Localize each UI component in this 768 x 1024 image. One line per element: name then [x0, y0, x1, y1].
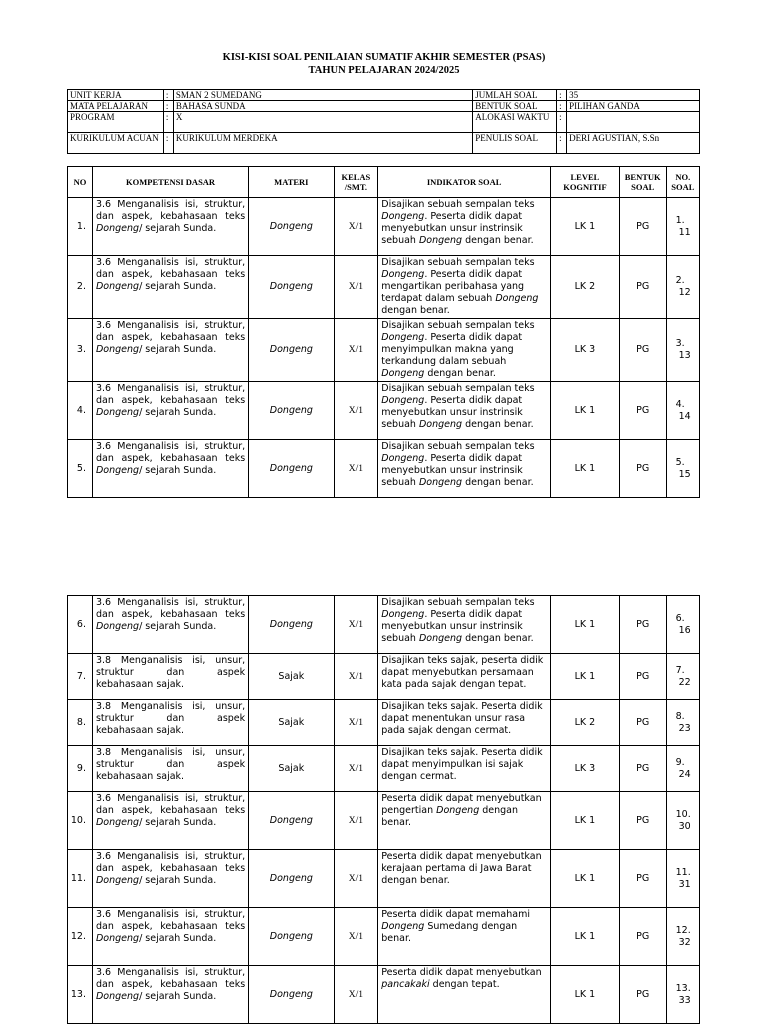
kompetensi-dasar-cell: [92, 256, 248, 319]
info-colon: :: [163, 101, 173, 112]
no-soal-index: 9.: [675, 756, 685, 768]
bentuk-soal-cell: PG: [619, 966, 666, 1024]
info-value-mata-pelajaran: BAHASA SUNDA: [173, 101, 472, 112]
no-soal-cell: [666, 319, 699, 382]
kd-text: / sejarah Sunda.: [139, 223, 217, 234]
kd-text: / sejarah Sunda.: [139, 407, 217, 418]
kd-text: 3.6 Menganalisis isi, struktur, dan aspek, kebahasaan teks: [95, 441, 246, 464]
materi-cell: Dongeng: [249, 198, 334, 256]
bentuk-soal-cell: PG: [619, 850, 666, 908]
indikator-text: . Peserta didik dapat menyimpulkan makna yang terkandung dalam sebuah: [381, 332, 523, 367]
indikator-text: Sumedang dengan benar.: [381, 921, 518, 944]
info-label-unit-kerja: UNIT KERJA: [68, 90, 164, 101]
no-soal-index: 5.: [675, 456, 685, 468]
info-label-alokasi-waktu: ALOKASI WAKTU: [473, 112, 557, 133]
indikator-text: dengan benar.: [462, 477, 534, 488]
table-row: [68, 746, 700, 792]
no-soal-index: 3.: [675, 338, 685, 349]
kompetensi-dasar-cell: [92, 700, 248, 746]
indikator-text: Peserta didik dapat menyebutkan pengertian: [381, 793, 542, 816]
table-row: [68, 382, 700, 440]
indikator-text: . Peserta didik dapat menyebutkan unsur instrinsik sebuah: [381, 453, 523, 488]
row-number: 1.: [68, 198, 93, 256]
level-kognitif-cell: LK 1: [551, 382, 620, 440]
indikator-text: Disajikan sebuah sempalan teks: [381, 383, 535, 394]
indikator-text: Peserta didik dapat menyebutkan: [381, 967, 542, 978]
indikator-text: Disajikan sebuah sempalan teks: [381, 320, 535, 331]
row-number: 12.: [68, 908, 93, 966]
no-soal-index: 13.: [675, 982, 691, 994]
info-label-mata-pelajaran: MATA PELAJARAN: [68, 101, 164, 112]
bentuk-soal-cell: PG: [619, 908, 666, 966]
indikator-text: dengan benar.: [462, 633, 534, 644]
indikator-text: Peserta didik dapat memahami: [381, 909, 530, 920]
bentuk-soal-cell: PG: [619, 792, 666, 850]
kelas-cell: X/1: [334, 700, 378, 746]
indikator-text-italic: Dongeng: [381, 453, 425, 464]
info-label-program: PROGRAM: [68, 112, 164, 133]
kelas-cell: X/1: [334, 908, 378, 966]
row-number: 11.: [68, 850, 93, 908]
bentuk-soal-cell: PG: [619, 198, 666, 256]
no-soal-cell: [666, 700, 699, 746]
no-soal-cell: [666, 654, 699, 700]
materi-cell: Sajak: [249, 700, 334, 746]
materi-cell: Dongeng: [249, 966, 334, 1024]
kompetensi-dasar-cell: [92, 850, 248, 908]
info-value-kurikulum: KURIKULUM MERDEKA: [173, 133, 472, 154]
level-kognitif-cell: LK 1: [551, 850, 620, 908]
kd-text: / sejarah Sunda.: [139, 991, 217, 1002]
row-number: 9.: [68, 746, 93, 792]
kompetensi-dasar-cell: [92, 382, 248, 440]
indikator-text: dengan tepat.: [429, 979, 500, 990]
info-colon: :: [163, 112, 173, 133]
no-soal-index: 12.: [675, 924, 691, 936]
level-kognitif-cell: LK 1: [551, 966, 620, 1024]
row-number: 3.: [68, 319, 93, 382]
header-no-soal: NO. SOAL: [666, 167, 699, 198]
row-number: 13.: [68, 966, 93, 1024]
indikator-cell: [378, 440, 551, 498]
kd-text: 3.6 Menganalisis isi, struktur, dan aspek, kebahasaan teks: [95, 909, 246, 932]
row-number: 7.: [68, 654, 93, 700]
level-kognitif-cell: LK 3: [551, 319, 620, 382]
level-kognitif-cell: LK 2: [551, 700, 620, 746]
indikator-text: dengan benar.: [462, 235, 534, 246]
level-kognitif-cell: LK 1: [551, 198, 620, 256]
bentuk-soal-cell: PG: [619, 654, 666, 700]
kd-text: 3.6 Menganalisis isi, struktur, dan aspek, kebahasaan teks: [95, 383, 246, 406]
kd-text: / sejarah Sunda.: [139, 933, 217, 944]
kompetensi-dasar-cell: [92, 966, 248, 1024]
row-number: 5.: [68, 440, 93, 498]
table-row: [68, 440, 700, 498]
level-kognitif-cell: LK 1: [551, 792, 620, 850]
kelas-cell: X/1: [334, 382, 378, 440]
level-kognitif-cell: LK 1: [551, 596, 620, 654]
kelas-cell: X/1: [334, 256, 378, 319]
no-soal-cell: [666, 850, 699, 908]
no-soal-number: 30: [678, 820, 691, 832]
materi-cell: Sajak: [249, 746, 334, 792]
header-level-kognitif: LEVEL KOGNITIF: [551, 167, 620, 198]
indikator-cell: [378, 382, 551, 440]
indikator-text-italic: Dongeng: [418, 477, 463, 488]
header-materi: MATERI: [249, 167, 334, 198]
table-row: [68, 596, 700, 654]
kd-text-italic: Dongeng: [95, 281, 140, 292]
table-row: [68, 792, 700, 850]
kd-text: / sejarah Sunda.: [139, 465, 217, 476]
kd-text-italic: Dongeng: [95, 344, 140, 355]
indikator-cell: [378, 654, 551, 700]
indikator-text-italic: Dongeng: [436, 805, 480, 816]
row-number: 4.: [68, 382, 93, 440]
kd-text: / sejarah Sunda.: [139, 875, 217, 886]
indikator-text: Disajikan sebuah sempalan teks: [381, 597, 535, 608]
info-label-bentuk-soal: BENTUK SOAL: [473, 101, 557, 112]
indikator-text-italic: Dongeng: [495, 293, 539, 304]
indikator-text-italic: Dongeng: [418, 419, 463, 430]
indikator-text: . Peserta didik dapat menyebutkan unsur instrinsik sebuah: [381, 211, 523, 246]
kd-text-italic: Dongeng: [95, 991, 140, 1002]
kelas-cell: X/1: [334, 850, 378, 908]
no-soal-cell: [666, 382, 699, 440]
indikator-text: dengan benar.: [424, 368, 496, 379]
materi-cell: Dongeng: [249, 850, 334, 908]
table-row: [68, 700, 700, 746]
row-number: 2.: [68, 256, 93, 319]
no-soal-number: 22: [678, 676, 691, 688]
materi-cell: Dongeng: [249, 596, 334, 654]
bentuk-soal-cell: PG: [619, 700, 666, 746]
no-soal-number: 14: [678, 410, 691, 422]
indikator-text: Disajikan teks sajak. Peserta didik dapat menentukan unsur rasa pada sajak dengan cermat.: [381, 701, 543, 736]
kompetensi-dasar-cell: [92, 908, 248, 966]
no-soal-number: 15: [678, 468, 691, 480]
info-colon: :: [163, 133, 173, 154]
no-soal-number: 12: [678, 287, 691, 298]
bentuk-soal-cell: PG: [619, 440, 666, 498]
indikator-text: dengan benar.: [462, 419, 534, 430]
indikator-text: Disajikan teks sajak. Peserta didik dapat menyimpulkan isi sajak dengan cermat.: [381, 747, 543, 782]
kelas-cell: X/1: [334, 746, 378, 792]
kelas-cell: X/1: [334, 319, 378, 382]
identity-table: [67, 89, 700, 154]
level-kognitif-cell: LK 3: [551, 746, 620, 792]
no-soal-index: 1.: [675, 214, 685, 226]
header-kelas: KELAS /SMT.: [334, 167, 378, 198]
info-colon: :: [557, 112, 567, 133]
indikator-text-italic: Dongeng: [381, 609, 425, 620]
no-soal-number: 13: [678, 350, 691, 361]
bentuk-soal-cell: PG: [619, 596, 666, 654]
indikator-text: dengan benar.: [381, 305, 450, 316]
info-value-program: X: [173, 112, 472, 133]
no-soal-number: 24: [678, 768, 691, 780]
kompetensi-dasar-cell: [92, 792, 248, 850]
no-soal-index: 8.: [675, 710, 685, 722]
kd-text: 3.6 Menganalisis isi, struktur, dan aspek, kebahasaan teks: [95, 199, 246, 222]
no-soal-number: 16: [678, 624, 691, 636]
indikator-cell: [378, 198, 551, 256]
no-soal-cell: [666, 440, 699, 498]
kd-text-italic: Dongeng: [95, 407, 140, 418]
info-colon: :: [163, 90, 173, 101]
indikator-text: . Peserta didik dapat menyebutkan unsur instrinsik sebuah: [381, 609, 523, 644]
table-row: [68, 908, 700, 966]
kd-text: 3.6 Menganalisis isi, struktur, dan aspek, kebahasaan teks: [95, 967, 246, 990]
indikator-cell: [378, 256, 551, 319]
kd-text: 3.8 Menganalisis isi, unsur, struktur dan aspek kebahasaan sajak.: [95, 655, 246, 690]
indikator-text-italic: Dongeng: [381, 921, 425, 932]
row-number: 8.: [68, 700, 93, 746]
indikator-text: dengan benar.: [381, 805, 519, 828]
indikator-text-italic: Dongeng: [381, 211, 425, 222]
no-soal-index: 10.: [675, 808, 691, 820]
indikator-text: Disajikan sebuah sempalan teks: [381, 257, 535, 268]
bentuk-soal-cell: PG: [619, 319, 666, 382]
indikator-text-italic: Dongeng: [381, 368, 425, 379]
no-soal-number: 33: [678, 994, 691, 1006]
kompetensi-dasar-cell: [92, 198, 248, 256]
kd-text-italic: Dongeng: [95, 817, 140, 828]
header-bentuk-soal: BENTUK SOAL: [619, 167, 666, 198]
materi-cell: Dongeng: [249, 319, 334, 382]
materi-cell: Dongeng: [249, 256, 334, 319]
kisi-kisi-table-page-2: [67, 595, 700, 1024]
indikator-text: . Peserta didik dapat menyebutkan unsur instrinsik sebuah: [381, 395, 523, 430]
info-value-jumlah-soal: 35: [567, 90, 700, 101]
bentuk-soal-cell: PG: [619, 256, 666, 319]
table-row: [68, 198, 700, 256]
no-soal-cell: [666, 908, 699, 966]
no-soal-cell: [666, 746, 699, 792]
info-colon: :: [557, 101, 567, 112]
kompetensi-dasar-cell: [92, 440, 248, 498]
indikator-text-italic: Dongeng: [381, 269, 425, 280]
indikator-text: Disajikan sebuah sempalan teks: [381, 441, 535, 452]
kompetensi-dasar-cell: [92, 654, 248, 700]
indikator-cell: [378, 319, 551, 382]
kd-text: 3.6 Menganalisis isi, struktur, dan aspek, kebahasaan teks: [95, 597, 246, 620]
kd-text: / sejarah Sunda.: [139, 344, 217, 355]
level-kognitif-cell: LK 1: [551, 654, 620, 700]
table-row: [68, 850, 700, 908]
row-number: 10.: [68, 792, 93, 850]
indikator-cell: [378, 700, 551, 746]
info-value-alokasi-waktu: [567, 112, 700, 133]
kd-text-italic: Dongeng: [95, 223, 140, 234]
info-colon: :: [557, 133, 567, 154]
indikator-cell: [378, 908, 551, 966]
no-soal-cell: [666, 966, 699, 1024]
table-row: [68, 319, 700, 382]
indikator-text-italic: Dongeng: [418, 633, 463, 644]
materi-cell: Dongeng: [249, 382, 334, 440]
kelas-cell: X/1: [334, 654, 378, 700]
materi-cell: Sajak: [249, 654, 334, 700]
no-soal-cell: [666, 256, 699, 319]
indikator-text-italic: Dongeng: [381, 332, 425, 343]
no-soal-number: 31: [678, 878, 691, 890]
indikator-text-italic: Dongeng: [418, 235, 463, 246]
no-soal-cell: [666, 198, 699, 256]
document-subtitle: TAHUN PELAJARAN 2024/2025: [308, 65, 460, 76]
kd-text-italic: Dongeng: [95, 933, 140, 944]
kd-text: 3.8 Menganalisis isi, unsur, struktur dan aspek kebahasaan sajak.: [95, 701, 246, 736]
no-soal-number: 32: [678, 936, 691, 948]
level-kognitif-cell: LK 1: [551, 908, 620, 966]
kd-text: 3.6 Menganalisis isi, struktur, dan aspek, kebahasaan teks: [95, 257, 246, 280]
table-row: [68, 654, 700, 700]
kelas-cell: X/1: [334, 596, 378, 654]
indikator-cell: [378, 746, 551, 792]
no-soal-index: 2.: [675, 275, 685, 286]
row-number: 6.: [68, 596, 93, 654]
kd-text: / sejarah Sunda.: [139, 621, 217, 632]
materi-cell: Dongeng: [249, 440, 334, 498]
level-kognitif-cell: LK 2: [551, 256, 620, 319]
kd-text: 3.6 Menganalisis isi, struktur, dan aspek, kebahasaan teks: [95, 851, 246, 874]
header-kompetensi-dasar: KOMPETENSI DASAR: [92, 167, 248, 198]
info-label-kurikulum: KURIKULUM ACUAN: [68, 133, 164, 154]
kompetensi-dasar-cell: [92, 319, 248, 382]
kd-text-italic: Dongeng: [95, 621, 140, 632]
document-title: KISI-KISI SOAL PENILAIAN SUMATIF AKHIR SEMESTER (PSAS): [222, 52, 546, 63]
kd-text-italic: Dongeng: [95, 465, 140, 476]
indikator-cell: [378, 850, 551, 908]
kisi-kisi-table-page-1: [67, 166, 700, 498]
kd-text: / sejarah Sunda.: [139, 817, 217, 828]
indikator-text-italic: pancakaki: [381, 979, 430, 990]
indikator-text: Disajikan teks sajak, peserta didik dapat menyebutkan persamaan kata pada sajak dengan tepat.: [381, 655, 544, 690]
kelas-cell: X/1: [334, 440, 378, 498]
no-soal-number: 23: [678, 722, 691, 734]
materi-cell: Dongeng: [249, 908, 334, 966]
materi-cell: Dongeng: [249, 792, 334, 850]
indikator-text-italic: Dongeng: [381, 395, 425, 406]
kd-text: 3.6 Menganalisis isi, struktur, dan aspek, kebahasaan teks: [95, 793, 246, 816]
indikator-cell: [378, 792, 551, 850]
kd-text: 3.8 Menganalisis isi, unsur, struktur dan aspek kebahasaan sajak.: [95, 747, 246, 782]
indikator-text: . Peserta didik dapat mengartikan peribahasa yang terdapat dalam sebuah: [381, 269, 525, 304]
no-soal-cell: [666, 792, 699, 850]
bentuk-soal-cell: PG: [619, 382, 666, 440]
kd-text-italic: Dongeng: [95, 875, 140, 886]
info-label-jumlah-soal: JUMLAH SOAL: [473, 90, 557, 101]
kelas-cell: X/1: [334, 966, 378, 1024]
indikator-cell: [378, 596, 551, 654]
no-soal-index: 11.: [675, 866, 691, 878]
table-row: [68, 256, 700, 319]
bentuk-soal-cell: PG: [619, 746, 666, 792]
info-colon: :: [557, 90, 567, 101]
header-indikator-soal: INDIKATOR SOAL: [378, 167, 551, 198]
table-row: [68, 966, 700, 1024]
no-soal-index: 6.: [675, 612, 685, 624]
level-kognitif-cell: LK 1: [551, 440, 620, 498]
no-soal-cell: [666, 596, 699, 654]
indikator-text: Disajikan sebuah sempalan teks: [381, 199, 535, 210]
kelas-cell: X/1: [334, 792, 378, 850]
info-value-unit-kerja: SMAN 2 SUMEDANG: [173, 90, 472, 101]
kelas-cell: X/1: [334, 198, 378, 256]
kompetensi-dasar-cell: [92, 746, 248, 792]
header-no: NO: [68, 167, 93, 198]
no-soal-index: 4.: [675, 398, 685, 410]
info-value-penulis-soal: DERI AGUSTIAN, S.Sn: [567, 133, 700, 154]
info-value-bentuk-soal: PILIHAN GANDA: [567, 101, 700, 112]
indikator-text: Peserta didik dapat menyebutkan kerajaan pertama di Jawa Barat dengan benar.: [381, 851, 542, 886]
no-soal-index: 7.: [675, 664, 685, 676]
info-label-penulis-soal: PENULIS SOAL: [473, 133, 557, 154]
kompetensi-dasar-cell: [92, 596, 248, 654]
no-soal-number: 11: [678, 226, 691, 238]
kd-text: / sejarah Sunda.: [139, 281, 217, 292]
kd-text: 3.6 Menganalisis isi, struktur, dan aspek, kebahasaan teks: [95, 320, 246, 343]
indikator-cell: [378, 966, 551, 1024]
